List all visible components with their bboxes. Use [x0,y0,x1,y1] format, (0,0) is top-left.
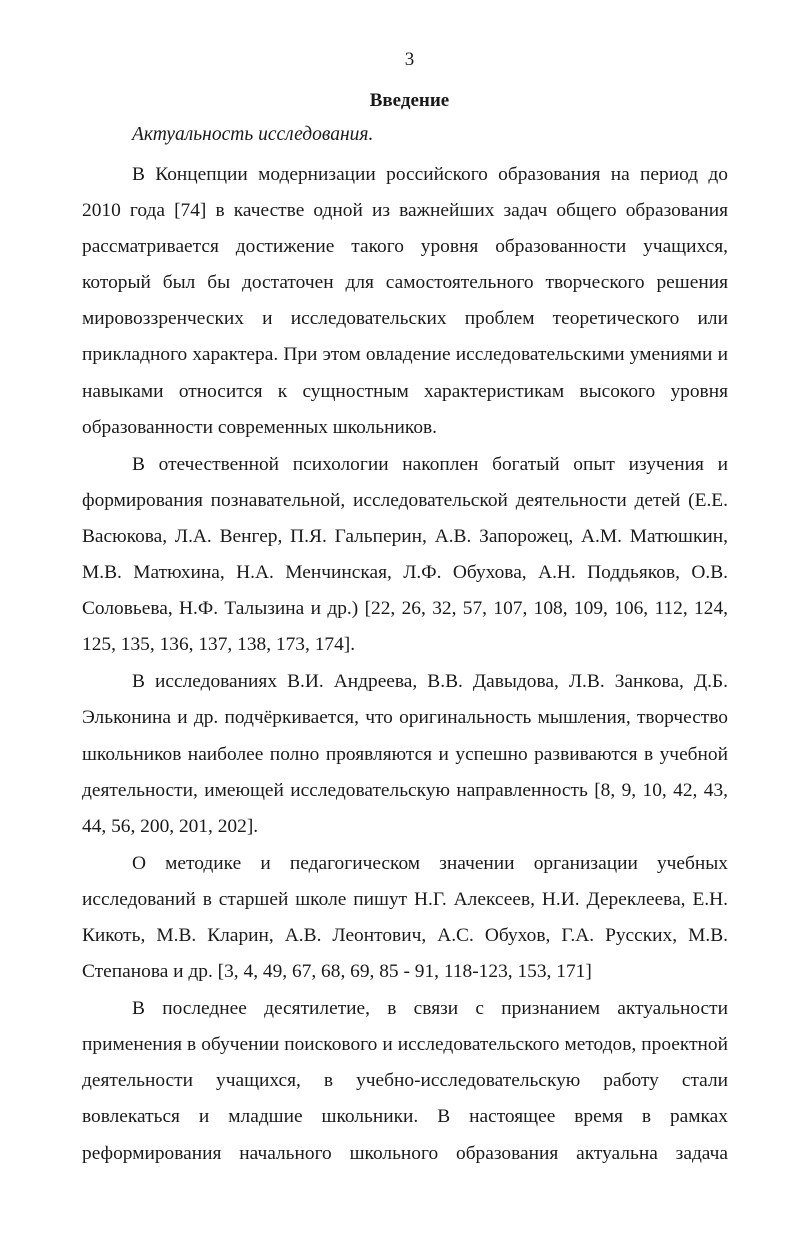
paragraph-research: В исследованиях В.И. Андреева, В.В. Давыдова, Л.В. Занкова, Д.Б. Эльконина и др. подчёркивается, что оригинальность мышления, творчество школьников наиболее полно проявляются и успешно развиваются в учебной деятельности, имеющей исследовательскую направленность [8, 9, 10, 42, 43, 44, 56, 200, 201, 202]. [82,671,728,837]
paragraph-concept: В Концепции модернизации российского образования на период до 2010 года [74] в качестве одной из важнейших задач общего образования рассматривается достижение такого уровня образованности учащихся, который был бы достаточен для самостоятельного творческого решения мировоззренческих и исследовательских проблем теоретического или прикладного характера. При этом овладение исследовательскими умениями и навыками относится к сущностным характеристикам высокого уровня образованности современных школьников. [82,164,728,438]
section-subheading: Актуальность исследования. [132,124,374,145]
paragraph-last-decade: В последнее десятилетие, в связи с признанием актуальности применения в обучении поискового и исследовательского методов, проектной деятельности учащихся, в учебно-исследовательскую работу стали вовлекаться и младшие школьники. В настоящее время в рамках реформирования начального школьного образования актуальна задача [82,998,728,1164]
body-text [82,157,728,1172]
page-number: 3 [404,49,415,70]
paragraph-methodology: О методике и педагогическом значении организации учебных исследований в старшей школе пишут Н.Г. Алексеев, Н.И. Дереклеева, Е.Н. Кикоть, М.В. Кларин, А.В. Леонтович, А.С. Обухов, Г.А. Русских, М.В. Степанова и др. [3, 4, 49, 67, 68, 69, 85 - 91, 118-123, 153, 171] [82,852,728,983]
paragraph-psychology: В отечественной психологии накоплен богатый опыт изучения и формирования познавательной, исследовательской деятельности детей (Е.Е. Васюкова, Л.А. Венгер, П.Я. Гальперин, А.В. Запорожец, А.М. Матюшкин, М.В. Матюхина, Н.А. Менчинская, Л.Ф. Обухова, А.Н. Поддьяков, О.В. Соловьева, Н.Ф. Талызина и др.) [22, 26, 32, 57, 107, 108, 109, 106, 112, 124, 125, 135, 136, 137, 138, 173, 174]. [82,453,728,656]
section-heading: Введение [369,90,450,111]
